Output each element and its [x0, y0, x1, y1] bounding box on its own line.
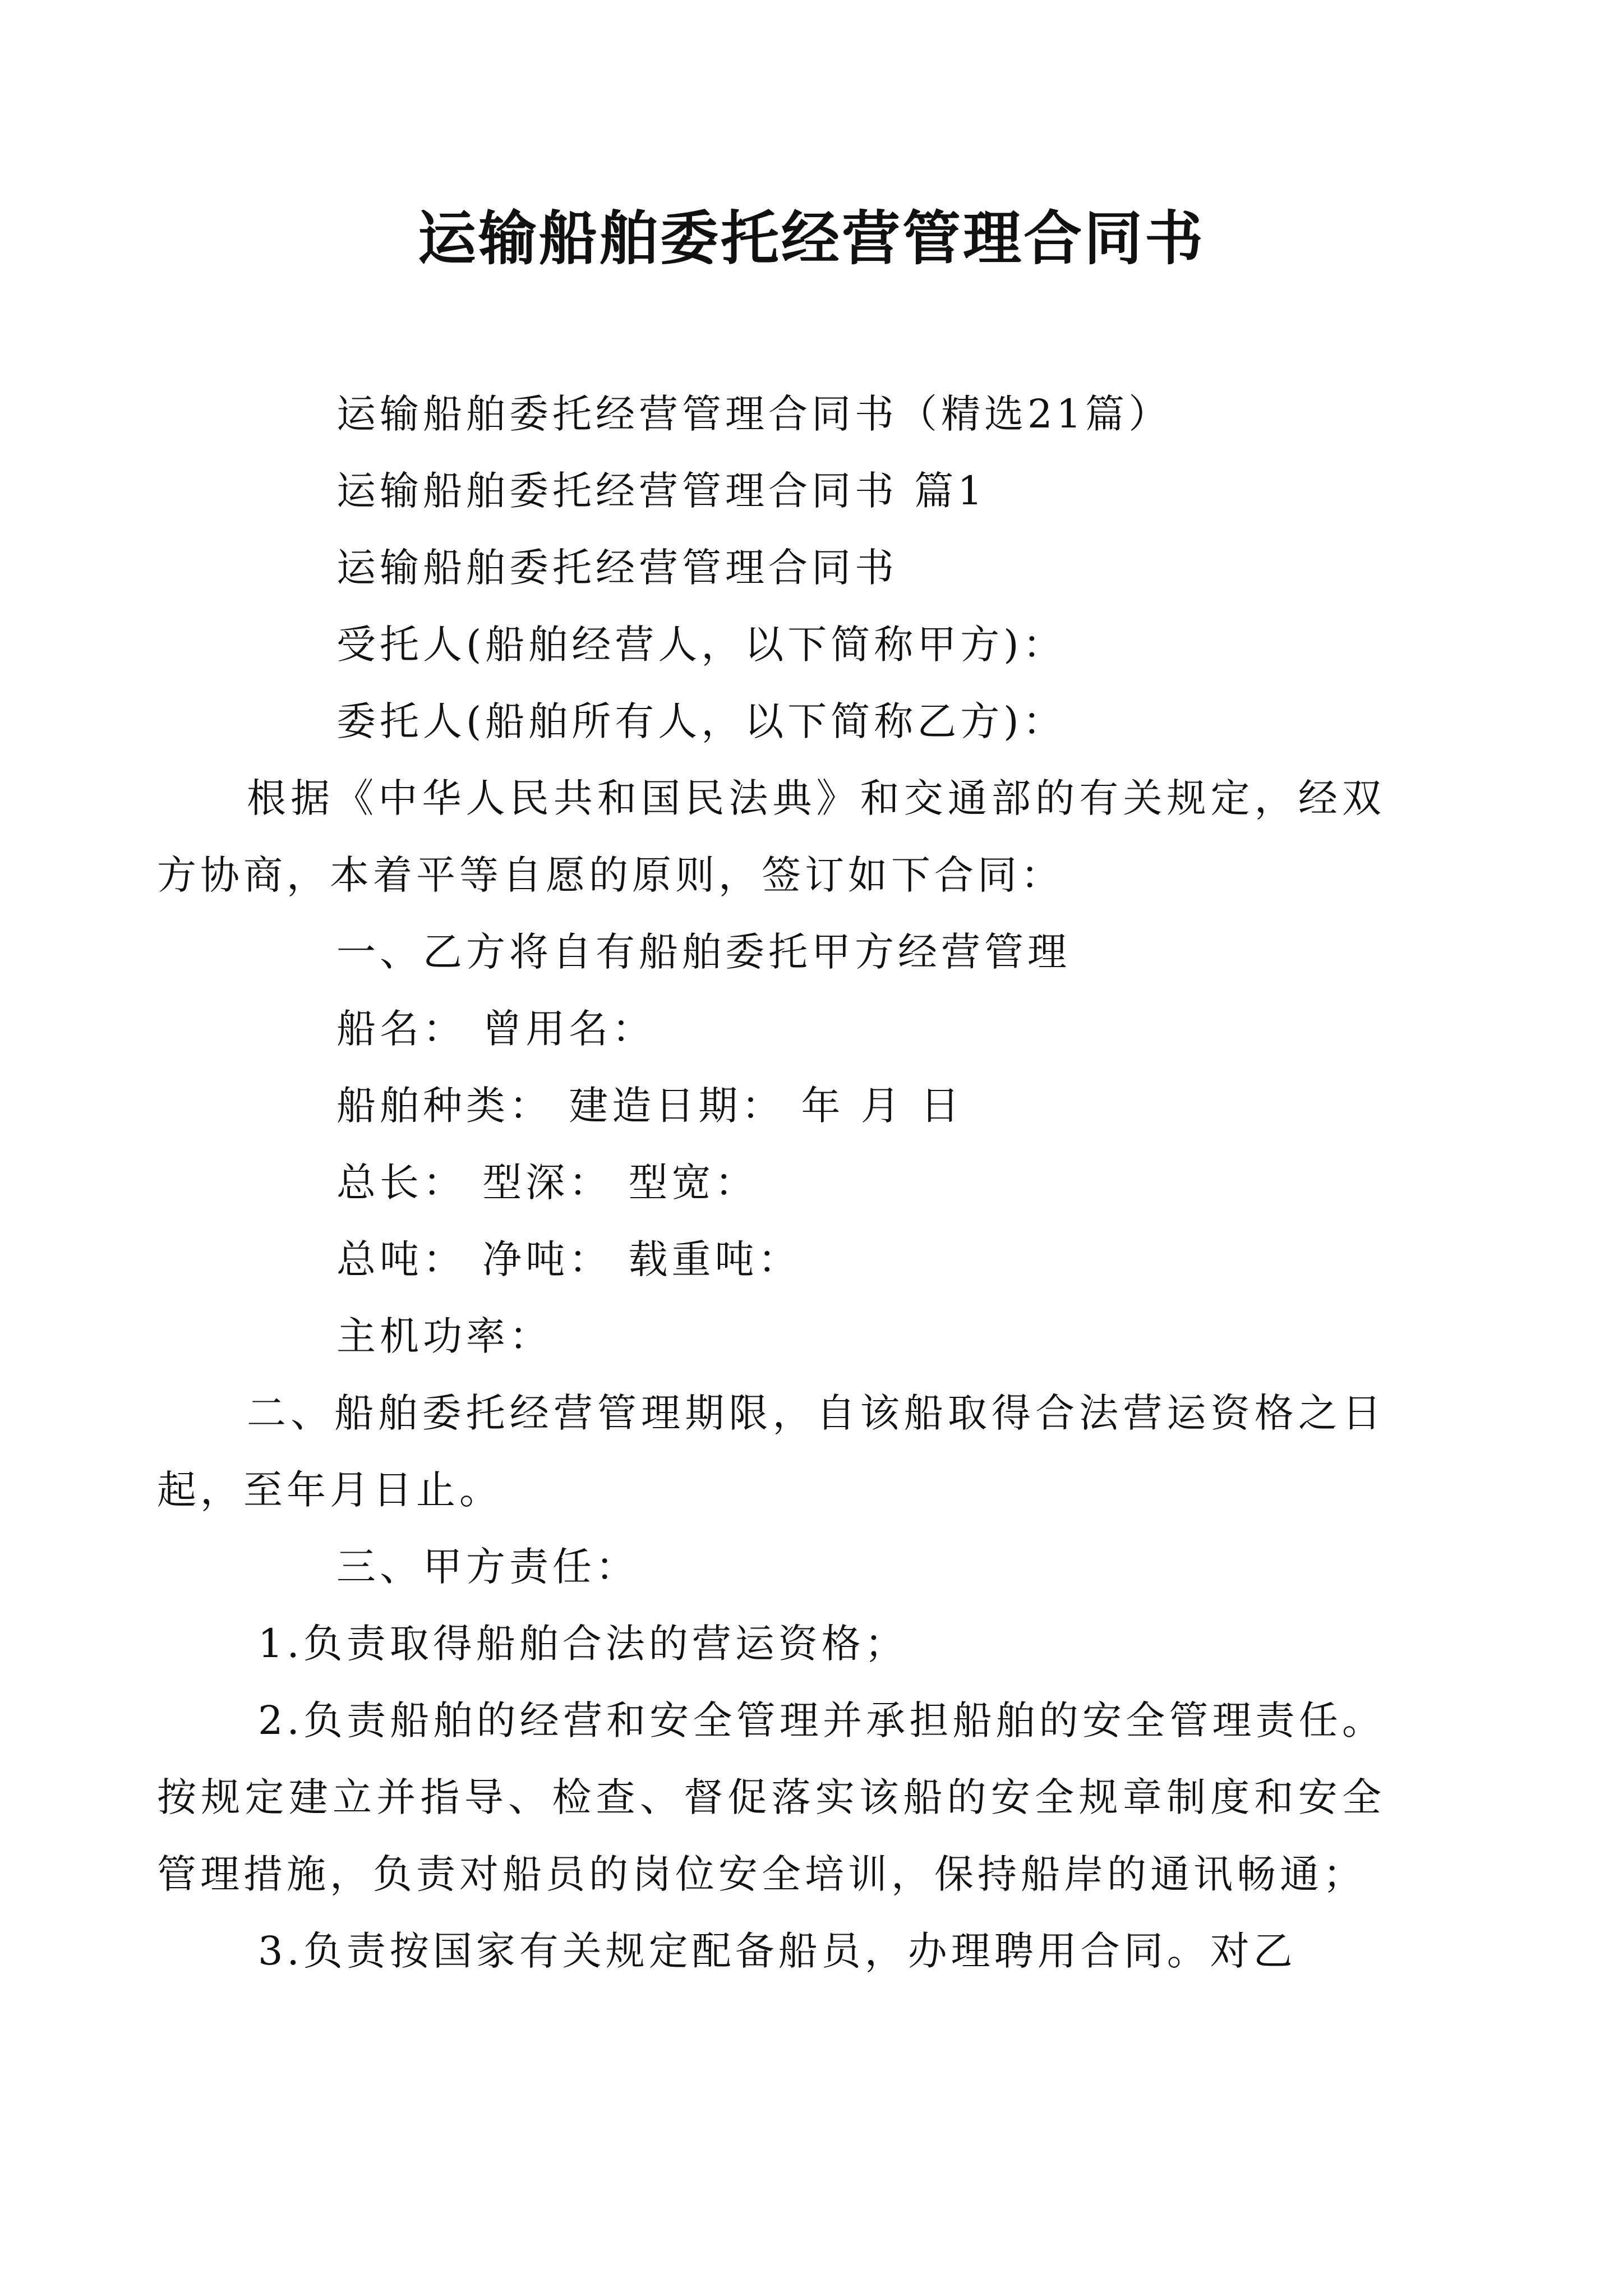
paragraph-heading-part: 运输船舶委托经营管理合同书 篇1 [336, 468, 986, 514]
paragraph-trustee: 受托人(船舶经营人，以下简称甲方)： [336, 622, 1066, 668]
paragraph-contract-title: 运输船舶委托经营管理合同书 [336, 545, 898, 591]
paragraph-item-two: 2.负责船舶的经营和安全管理并承担船舶的安全管理责任。按规定建立并指导、检查、督促落实该船的安全规章制度和安全管理措施，负责对船员的岗位安全培训，保持船岸的通讯畅通； [157, 1697, 1385, 1897]
paragraph-item-one: 1.负责取得船舶合法的营运资格； [258, 1621, 908, 1667]
paragraph-clause-three: 三、甲方责任： [336, 1544, 639, 1590]
paragraph-clause-one: 一、乙方将自有船舶委托甲方经营管理 [336, 929, 1071, 975]
paragraph-dimensions: 总长： 型深： 型宽： [336, 1159, 758, 1205]
paragraph-client: 委托人(船舶所有人，以下简称乙方)： [336, 698, 1066, 744]
paragraph-ship-name: 船名： 曾用名： [336, 1006, 656, 1052]
paragraph-item-three: 3.负责按国家有关规定配备船员，办理聘用合同。对乙 [258, 1928, 1297, 1974]
paragraph-ship-type: 船舶种类： 建造日期： 年 月 日 [336, 1083, 964, 1129]
paragraph-engine-power: 主机功率： [336, 1313, 552, 1359]
paragraph-heading-selection: 运输船舶委托经营管理合同书（精选21篇） [336, 391, 1172, 437]
paragraph-tonnage: 总吨： 净吨： 载重吨： [336, 1236, 801, 1282]
paragraph-preamble: 根据《中华人民共和国民法典》和交通部的有关规定，经双方协商，本着平等自愿的原则，签订如下合同： [157, 775, 1385, 898]
document-title: 运输船舶委托经营管理合同书 [417, 204, 1205, 273]
document-body [157, 376, 1385, 1990]
paragraph-clause-two: 二、船舶委托经营管理期限，自该船取得合法营运资格之日起，至年月日止。 [157, 1390, 1385, 1513]
